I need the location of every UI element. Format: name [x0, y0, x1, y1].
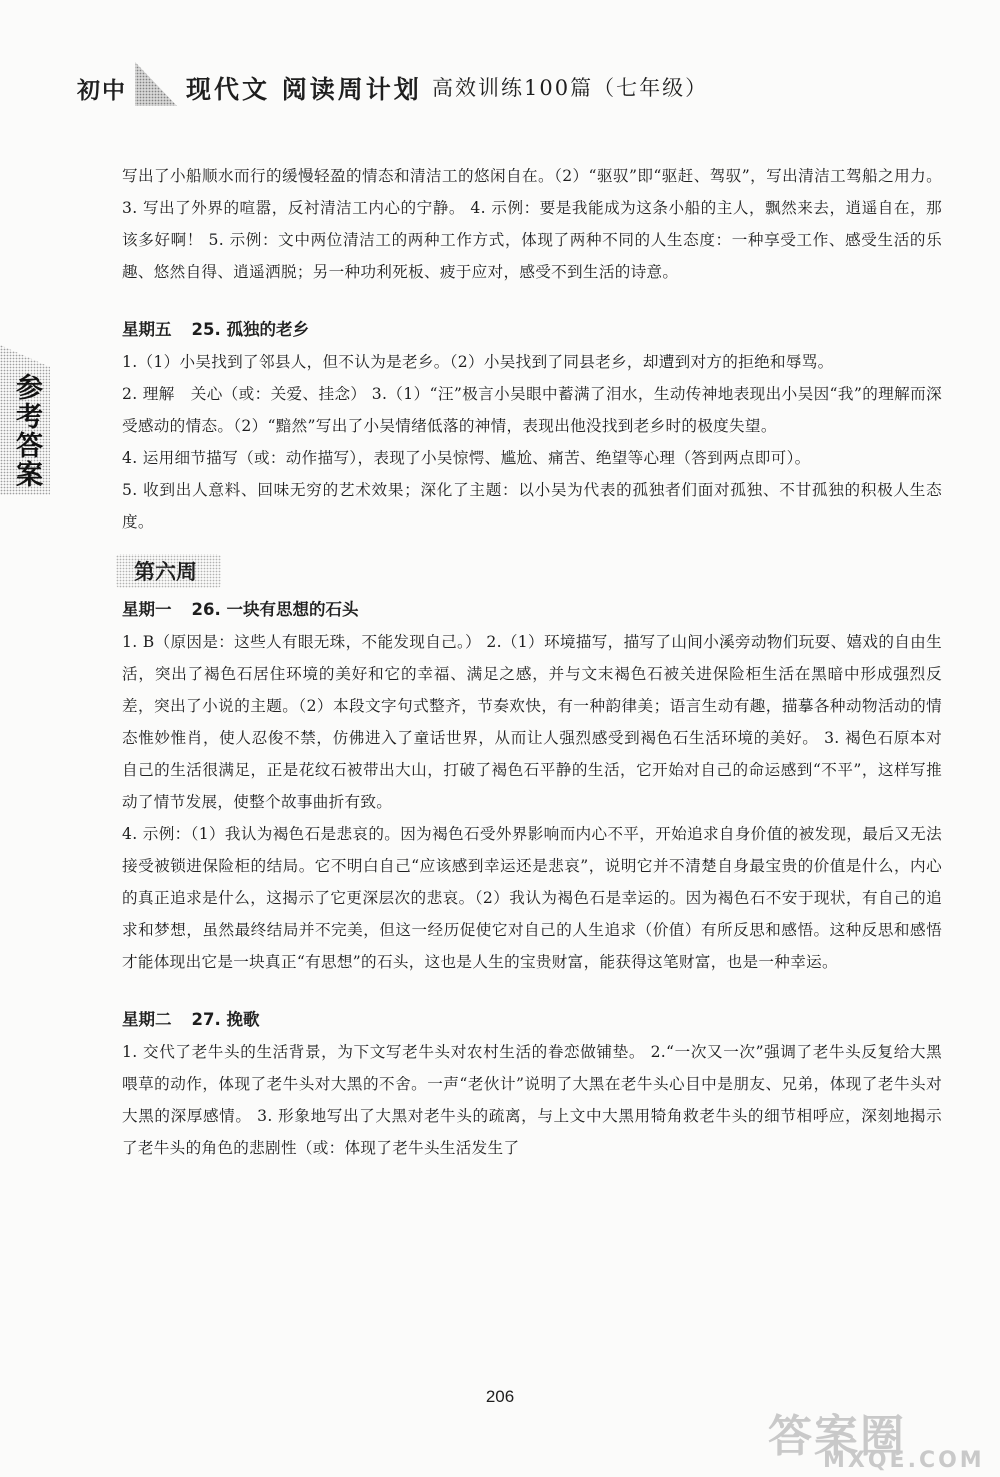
answer-paragraph: 1. 交代了老牛头的生活背景，为下文写老牛头对农村生活的眷恋做铺垫。 2.“一次又一次”强调了老牛头反复给大黑喂草的动作，体现了老牛头对大黑的不舍。一声“老伙计”说明了大黑在老牛头心目中是朋友、兄弟，体现了老牛头对大黑的深厚感情。 3. 形象地写出了大黑对老牛头的疏离，与上文中大黑用犄角救老牛头的细节相呼应，深刻地揭示了老牛头的角色的悲剧性（或：体现了老牛头生活发生了	[122, 1043, 942, 1157]
answer-paragraph: 2. 理解 关心（或：关爱、挂念） 3.（1）“汪”极言小吴眼中蓄满了泪水，生动传神地表现出小吴因“我”的理解而深受感动的情态。（2）“黯然”写出了小吴情绪低落的神情，表现出他没找到老乡时的极度失望。	[122, 385, 942, 435]
section-day: 星期二	[122, 1010, 172, 1029]
section-day: 星期一	[122, 600, 172, 619]
week-label	[116, 552, 215, 590]
header-title: 现代文 阅读周计划	[186, 75, 422, 104]
side-tab-answers	[0, 345, 50, 495]
section-day: 星期五	[122, 320, 172, 339]
header-subtitle: 高效训练100篇（七年级）	[432, 76, 709, 100]
watermark-url: MXQE.COM	[823, 1448, 985, 1473]
watermark-text: 答案圈	[768, 1411, 906, 1462]
section-heading-27	[122, 1004, 942, 1036]
section-title: 25. 孤独的老乡	[191, 320, 309, 339]
header-triangle-icon	[133, 60, 179, 108]
watermark-logo	[768, 1400, 998, 1477]
section-heading-26	[122, 594, 942, 626]
page-number: 206	[485, 1387, 515, 1406]
header-level: 初中	[77, 77, 127, 104]
section-title: 27. 挽歌	[191, 1010, 260, 1029]
side-tab-label: 参考答案	[11, 373, 42, 489]
page-header	[0, 50, 1000, 120]
answer-paragraph: 5. 收到出人意料、回味无穷的艺术效果；深化了主题：以小吴为代表的孤独者们面对孤独、不甘孤独的积极人生态度。	[122, 481, 942, 531]
intro-paragraph: 写出了小船顺水而行的缓慢轻盈的情态和清洁工的悠闲自在。（2）“驱驭”即“驱赶、驾驭”，写出清洁工驾船之用力。 3. 写出了外界的喧嚣，反衬清洁工内心的宁静。 4. 示例：要是我能成为这条小船的主人，飘然来去，逍遥自在，那该多好啊！ 5. 示例：文中两位清洁工的两种工作方式，体现了两种不同的人生态度：一种享受工作、感受生活的乐趣、悠然自得、逍遥洒脱；另一种功利死板、疲于应对，感受不到生活的诗意。	[122, 167, 942, 281]
week-label-text: 第六周	[134, 560, 197, 584]
answer-paragraph: 1. B（原因是：这些人有眼无珠，不能发现自己。） 2.（1）环境描写，描写了山间小溪旁动物们玩耍、嬉戏的自由生活，突出了褐色石居住环境的美好和它的幸福、满足之感，并与文末褐色石被关进保险柜生活在黑暗中形成强烈反差，突出了小说的主题。（2）本段文字句式整齐，节奏欢快，有一种韵律美；语言生动有趣，描摹各种动物活动的情态惟妙惟肖，使人忍俊不禁，仿佛进入了童话世界，从而让人强烈感受到褐色石生活环境的美好。 3. 褐色石原本对自己的生活很满足，正是花纹石被带出大山，打破了褐色石平静的生活，它开始对自己的命运感到“不平”，这样写推动了情节发展，使整个故事曲折有致。	[122, 633, 942, 811]
section-title: 26. 一块有思想的石头	[191, 600, 359, 619]
section-heading-25	[122, 314, 942, 346]
answer-paragraph: 1.（1）小吴找到了邻县人，但不认为是老乡。（2）小吴找到了同县老乡，却遭到对方的拒绝和辱骂。	[122, 353, 834, 371]
answer-paragraph: 4. 示例：（1）我认为褐色石是悲哀的。因为褐色石受外界影响而内心不平，开始追求自身价值的被发现，最后又无法接受被锁进保险柜的结局。它不明白自己“应该感到幸运还是悲哀”，说明它并不清楚自身最宝贵的价值是什么，内心的真正追求是什么，这揭示了它更深层次的悲哀。（2）我认为褐色石是幸运的。因为褐色石不安于现状，有自己的追求和梦想，虽然最终结局并不完美，但这一经历促使它对自己的人生追求（价值）有所反思和感悟。这种反思和感悟才能体现出它是一块真正“有思想”的石头，这也是人生的宝贵财富，能获得这笔财富，也是一种幸运。	[122, 825, 942, 971]
answer-paragraph: 4. 运用细节描写（或：动作描写），表现了小吴惊愕、尴尬、痛苦、绝望等心理（答到两点即可）。	[122, 449, 811, 467]
answer-content	[122, 160, 942, 1164]
